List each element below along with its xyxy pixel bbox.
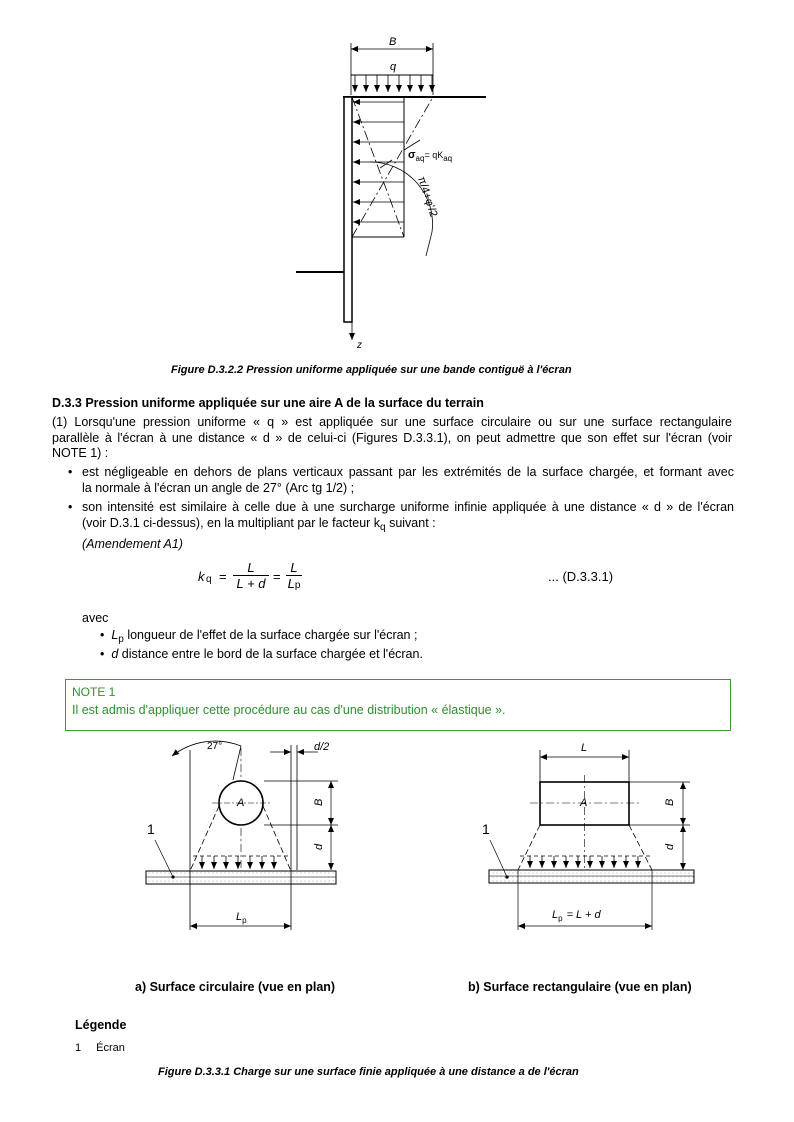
list-item-d: • d distance entre le bord de la surface chargée et l'écran.	[100, 647, 423, 661]
bullet-2-line-1: son intensité est similaire à celle due à une surcharge uniforme infinie appliquée à une distance « d » de l'écran	[82, 500, 734, 514]
paragraph-1	[52, 415, 732, 462]
figure-a-caption: a) Surface circulaire (vue en plan)	[135, 980, 336, 994]
fig2b-label-B: B	[664, 798, 676, 806]
fig2b-label-Lp: $L_p = L + d$	[552, 909, 601, 923]
fig2a-label-A: A	[237, 797, 245, 809]
fig1-label-q: q	[390, 61, 397, 73]
fig2a-label-1: 1	[147, 821, 155, 837]
figure-d331-a-diagram	[0, 730, 400, 950]
figure-d322-caption: Figure D.3.2.2 Pression uniforme appliquée sur une bande contiguë à l'écran	[171, 364, 572, 376]
figure-d322-diagram	[0, 0, 794, 360]
figure-d331-b-diagram	[400, 730, 794, 950]
paragraph-line-2: parallèle à l'écran à une distance « d » de celui-ci (Figures D.3.3.1), on peut admettre que son effet sur l'écran (voir	[52, 430, 732, 445]
bullet-1: • est négligeable en dehors de plans verticaux passant par les extrémités de la surface chargée, et formant avec la normale à l'écran un angle de 27° (Arc tg 1/2) ;	[68, 465, 734, 495]
fig2a-label-Lp: $L_p$	[236, 911, 247, 925]
figure-d331-caption: Figure D.3.3.1 Charge sur une surface finie appliquée à une distance a de l'écran	[158, 1066, 579, 1078]
note-box	[65, 679, 731, 731]
bullet-1-line-1: est négligeable en dehors de plans verticaux passant par les extrémités de la surface chargée, et formant avec	[82, 465, 734, 479]
legend-title: Légende	[75, 1018, 127, 1032]
bullet-2-line-2: (voir D.3.1 ci-dessus), en la multipliant par le facteur $k_q$ suivant :	[82, 515, 436, 533]
note-text: Il est admis d'appliquer cette procédure au cas d'une distribution « élastique ».	[72, 703, 506, 717]
fig2a-label-B: B	[313, 798, 325, 806]
list-item-lp: • $L_p$ longueur de l'effet de la surface chargée sur l'écran ;	[100, 628, 418, 645]
equation-number: ... (D.3.3.1)	[548, 569, 614, 584]
paragraph-line-3: NOTE 1) :	[52, 446, 109, 460]
fig1-angle-label: π/4+φ'/2	[415, 175, 440, 219]
fig2a-label-angle: 27°	[207, 741, 223, 752]
fig1-label-z: z	[357, 340, 362, 351]
avec-label: avec	[82, 611, 109, 625]
equation-kq: k q = L L + d = L Lp ... (D.3.3.1)	[198, 560, 614, 591]
fig2b-label-L: L	[581, 742, 588, 754]
section-heading: D.3.3 Pression uniforme appliquée sur une aire A de la surface du terrain	[52, 396, 484, 410]
fig1-label-B: B	[389, 36, 397, 48]
fig1-sigma-label: $\sigma_{aq}^{= qK}_{aq}$	[408, 149, 453, 163]
bullet-2: • son intensité est similaire à celle due à une surcharge uniforme infinie appliquée à une distance « d » de l'écran (voir D.3.1 ci-dessus), en la multipliant par le facteur $k_q$ suivant :	[68, 500, 734, 535]
fig2a-label-d2: d/2	[314, 741, 330, 753]
fig2b-label-A: A	[580, 797, 588, 809]
figure-b-caption: b) Surface rectangulaire (vue en plan)	[468, 980, 692, 994]
legend-item: 1 Écran	[75, 1042, 125, 1054]
fig2a-label-d: d	[313, 843, 325, 850]
bullet-1-line-2: la normale à l'écran un angle de 27° (Arc tg 1/2) ;	[82, 480, 355, 495]
fig2b-label-d: d	[664, 843, 676, 850]
amendment-label: (Amendement A1)	[82, 537, 183, 551]
note-title: NOTE 1	[72, 685, 116, 699]
fig2b-label-1: 1	[482, 821, 490, 837]
paragraph-line-1: (1) Lorsqu'une pression uniforme « q » est appliquée sur une surface circulaire ou sur une surface rectangulaire	[52, 415, 732, 429]
